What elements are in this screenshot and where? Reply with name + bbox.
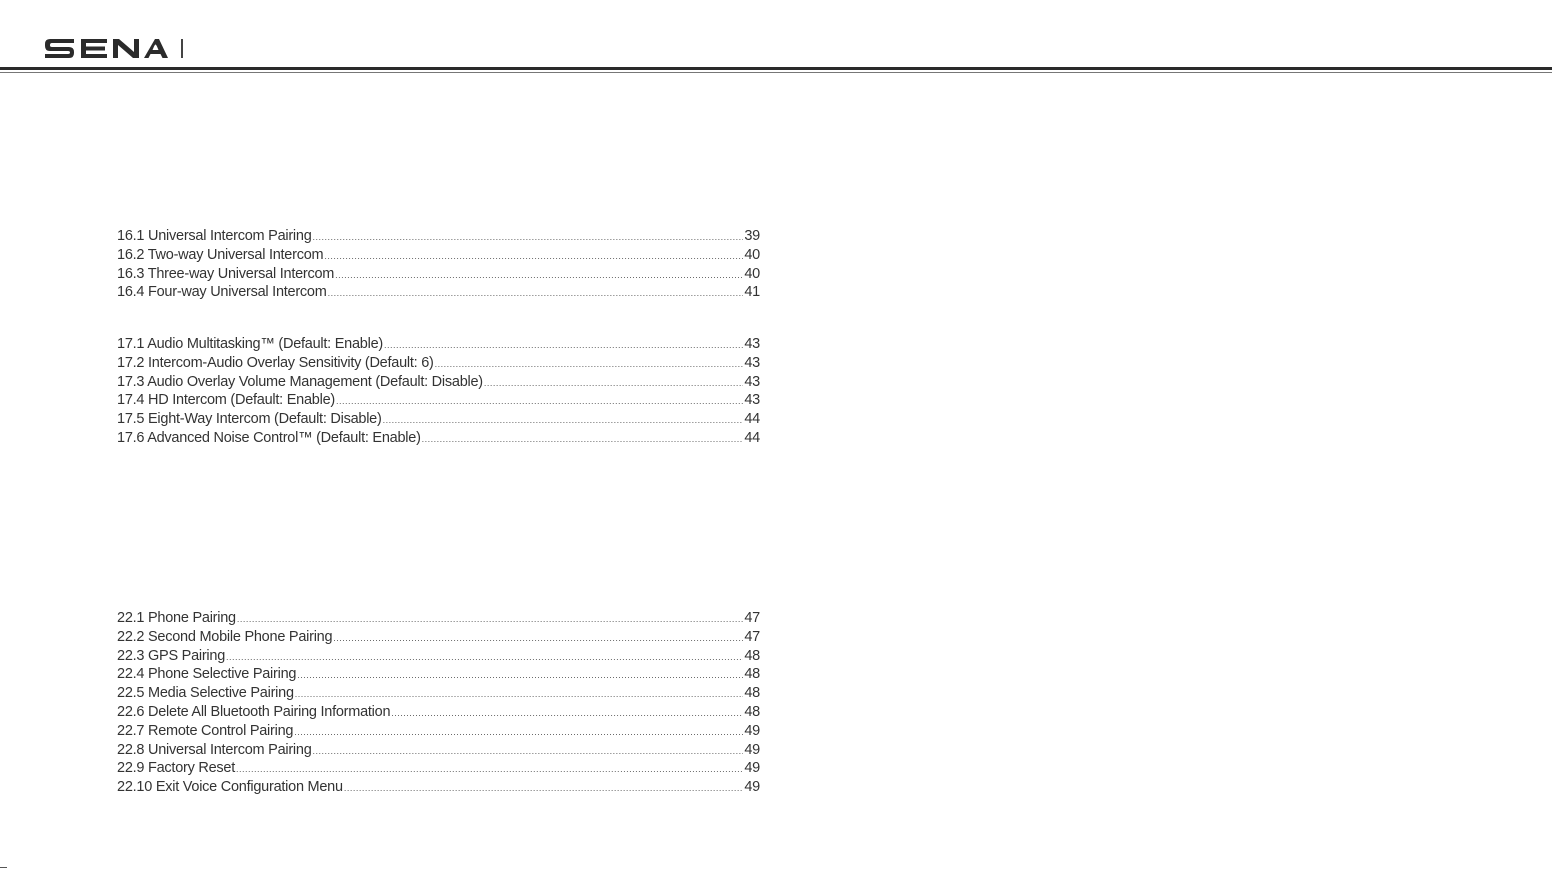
toc-section-17 <box>117 335 760 448</box>
toc-entry-label: 17.3 Audio Overlay Volume Management (Default: Disable) <box>117 373 483 390</box>
toc-entry-page-number: 49 <box>744 741 760 758</box>
toc-entry[interactable] <box>117 741 760 760</box>
toc-entry-label: 22.4 Phone Selective Pairing <box>117 666 297 683</box>
toc-entry[interactable] <box>117 410 760 429</box>
toc-dot-leader <box>333 629 743 648</box>
toc-entry[interactable] <box>117 609 760 628</box>
toc-entry-label: 22.5 Media Selective Pairing <box>117 685 294 702</box>
toc-dot-leader <box>236 760 743 779</box>
toc-dot-leader <box>384 336 743 355</box>
toc-entry-page-number: 40 <box>744 265 760 282</box>
toc-entry[interactable] <box>117 227 760 246</box>
toc-entry-page-number: 44 <box>744 411 760 428</box>
toc-entry[interactable] <box>117 684 760 703</box>
toc-dot-leader <box>295 685 744 704</box>
toc-entry-label: 22.3 GPS Pairing <box>117 647 226 664</box>
toc-entry[interactable] <box>117 703 760 722</box>
toc-entry[interactable] <box>117 759 760 778</box>
header-rule-thin <box>0 72 1552 73</box>
toc-entry-page-number: 43 <box>744 392 760 409</box>
toc-entry-label: 22.9 Factory Reset <box>117 760 235 777</box>
logo-divider <box>181 39 183 58</box>
toc-entry-label: 17.2 Intercom-Audio Overlay Sensitivity (Default: 6) <box>117 354 434 371</box>
toc-entry-page-number: 43 <box>744 336 760 352</box>
toc-entry[interactable] <box>117 647 760 666</box>
page-header <box>0 0 1552 76</box>
toc-entry-label: 22.7 Remote Control Pairing <box>117 722 294 739</box>
toc-dot-leader <box>422 430 744 449</box>
toc-dot-leader <box>237 610 744 629</box>
toc-dot-leader <box>297 666 743 685</box>
header-rule-thick <box>0 67 1552 70</box>
toc-dot-leader <box>324 247 743 266</box>
toc-dot-leader <box>313 228 744 247</box>
toc-section-22 <box>117 609 760 797</box>
toc-entry-label: 17.6 Advanced Noise Control™ (Default: Enable) <box>117 429 421 446</box>
toc-entry-label: 22.2 Second Mobile Phone Pairing <box>117 628 333 645</box>
toc-entry-label: 22.1 Phone Pairing <box>117 610 236 626</box>
toc-dot-leader <box>484 374 743 393</box>
corner-crop-mark <box>0 867 7 868</box>
toc-entry[interactable] <box>117 265 760 284</box>
toc-entry[interactable] <box>117 335 760 354</box>
toc-dot-leader <box>328 284 744 303</box>
toc-entry[interactable] <box>117 391 760 410</box>
toc-entry[interactable] <box>117 283 760 302</box>
toc-dot-leader <box>335 266 743 285</box>
toc-dot-leader <box>435 355 744 374</box>
toc-entry-label: 22.8 Universal Intercom Pairing <box>117 741 312 758</box>
toc-entry-page-number: 48 <box>744 685 760 702</box>
toc-entry-label: 16.2 Two-way Universal Intercom <box>117 246 324 263</box>
toc-entry[interactable] <box>117 722 760 741</box>
toc-entry-page-number: 40 <box>744 246 760 263</box>
toc-entry-label: 22.10 Exit Voice Configuration Menu <box>117 779 343 796</box>
toc-entry-page-number: 44 <box>744 429 760 446</box>
toc-entry-label: 22.6 Delete All Bluetooth Pairing Information <box>117 703 391 720</box>
toc-dot-leader <box>294 723 743 742</box>
toc-entry-page-number: 47 <box>744 628 760 645</box>
toc-entry-page-number: 49 <box>744 779 760 796</box>
toc-dot-leader <box>344 779 744 798</box>
toc-entry-page-number: 39 <box>744 228 760 244</box>
toc-entry[interactable] <box>117 665 760 684</box>
toc-section-16 <box>117 227 760 302</box>
toc-dot-leader <box>336 392 743 411</box>
toc-entry-label: 16.4 Four-way Universal Intercom <box>117 284 327 301</box>
toc-dot-leader <box>226 648 743 667</box>
toc-dot-leader <box>383 411 744 430</box>
toc-entry-page-number: 43 <box>744 354 760 371</box>
toc-entry-page-number: 49 <box>744 760 760 777</box>
toc-entry-label: 16.3 Three-way Universal Intercom <box>117 265 335 282</box>
toc-entry[interactable] <box>117 373 760 392</box>
toc-entry-page-number: 48 <box>744 647 760 664</box>
toc-entry[interactable] <box>117 246 760 265</box>
toc-entry-page-number: 47 <box>744 610 760 626</box>
toc-entry[interactable] <box>117 778 760 797</box>
toc-entry-page-number: 41 <box>744 284 760 301</box>
toc-entry-label: 16.1 Universal Intercom Pairing <box>117 228 312 244</box>
toc-entry[interactable] <box>117 429 760 448</box>
toc-entry-page-number: 43 <box>744 373 760 390</box>
toc-dot-leader <box>391 704 743 723</box>
toc-entry-page-number: 48 <box>744 666 760 683</box>
toc-entry-page-number: 48 <box>744 703 760 720</box>
toc-entry-label: 17.5 Eight-Way Intercom (Default: Disable) <box>117 411 382 428</box>
toc-entry-label: 17.4 HD Intercom (Default: Enable) <box>117 392 335 409</box>
toc-entry[interactable] <box>117 628 760 647</box>
toc-entry-page-number: 49 <box>744 722 760 739</box>
toc-entry[interactable] <box>117 354 760 373</box>
toc-dot-leader <box>313 742 744 761</box>
sena-logo <box>44 37 168 59</box>
toc-entry-label: 17.1 Audio Multitasking™ (Default: Enable) <box>117 336 383 352</box>
